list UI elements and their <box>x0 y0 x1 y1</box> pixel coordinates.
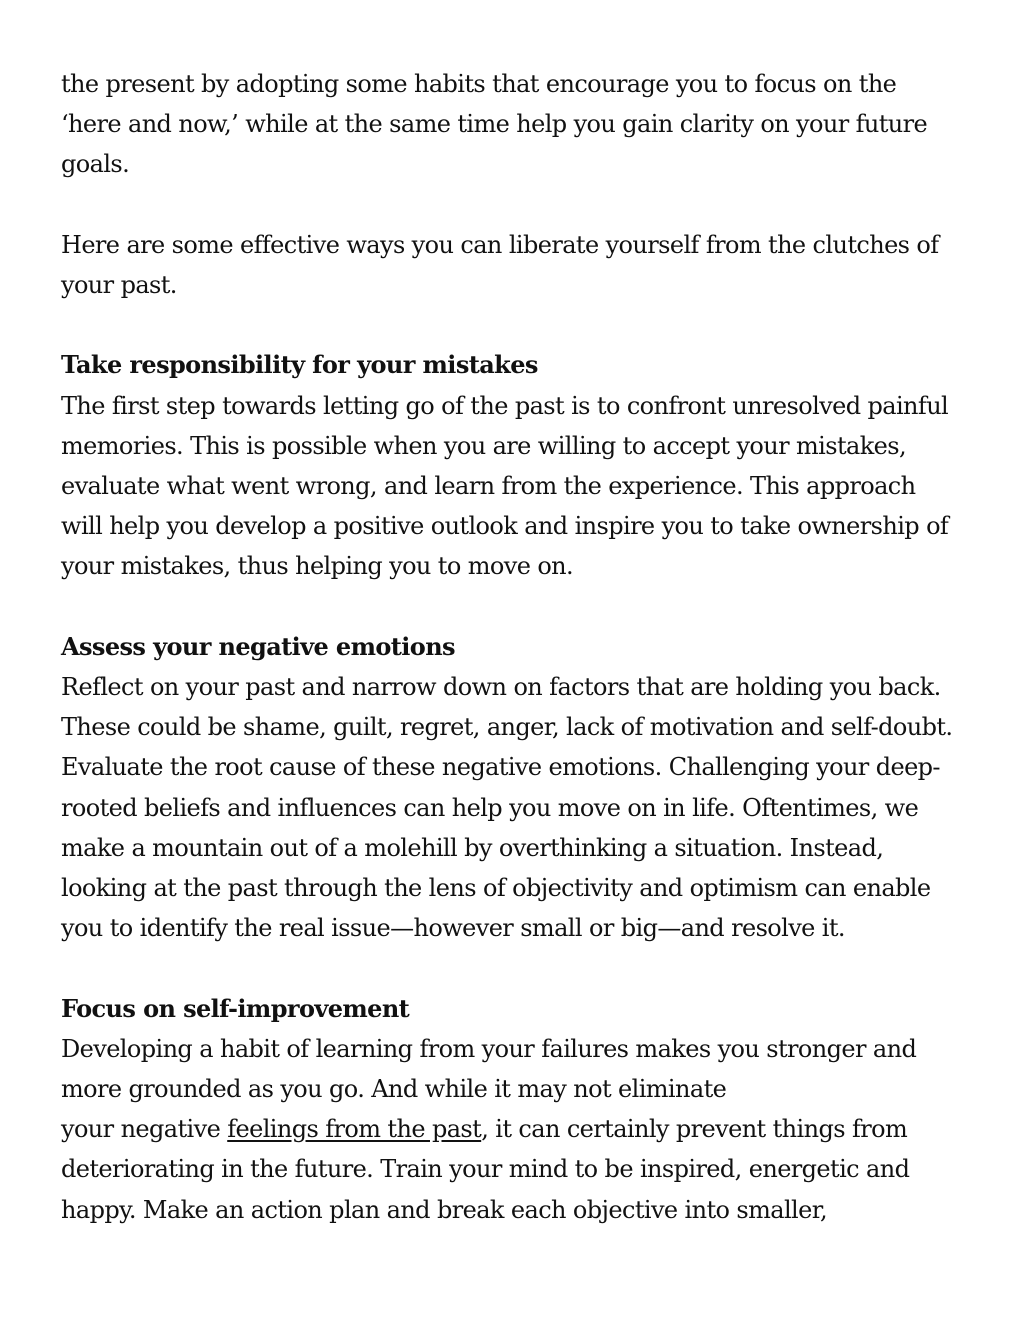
text-line: deteriorating in the future. Train your mind to be inspired, energetic and <box>61 1155 910 1184</box>
ways-intro-paragraph <box>61 225 981 305</box>
text-line: will help you develop a positive outlook and inspire you to take ownership of <box>61 512 949 541</box>
section-heading-responsibility: Take responsibility for your mistakes <box>61 350 538 380</box>
text-line: goals. <box>61 150 130 179</box>
text-line: you to identify the real issue—however small or big—and resolve it. <box>61 914 845 943</box>
paragraph-spacer <box>61 185 981 225</box>
section-heading-self-improvement: Focus on self-improvement <box>61 993 410 1023</box>
text-line: memories. This is possible when you are willing to accept your mistakes, <box>61 431 906 460</box>
text-line: your past. <box>61 271 177 299</box>
paragraph-spacer <box>61 948 981 988</box>
text-line: the present by adopting some habits that encourage you to focus on the <box>61 70 897 98</box>
link-line-suffix: , it can certainly prevent things from <box>481 1115 908 1144</box>
section-body-self-improvement <box>61 1029 981 1230</box>
text-line: The first step towards letting go of the past is to confront unresolved painful <box>61 391 949 420</box>
text-line: rooted beliefs and influences can help you move on in life. Oftentimes, we <box>61 793 919 822</box>
text-line: evaluate what went wrong, and learn from the experience. This approach <box>61 472 916 500</box>
link-line-prefix: your negative <box>61 1115 228 1144</box>
intro-paragraph <box>61 64 981 185</box>
text-line: These could be shame, guilt, regret, anger, lack of motivation and self-doubt. <box>61 713 953 742</box>
feelings-from-the-past-link[interactable]: feelings from the past <box>227 1115 482 1144</box>
section-body-responsibility <box>61 386 981 587</box>
text-line: Here are some effective ways you can liberate yourself from the clutches of <box>61 230 939 259</box>
text-line: looking at the past through the lens of objectivity and optimism can enable <box>61 874 931 903</box>
text-line: ‘here and now,’ while at the same time help you gain clarity on your future <box>61 110 928 139</box>
section-heading-negative-emotions: Assess your negative emotions <box>61 631 455 661</box>
text-line: make a mountain out of a molehill by overthinking a situation. Instead, <box>61 833 884 862</box>
paragraph-spacer <box>61 587 981 627</box>
text-line: happy. Make an action plan and break each objective into smaller, <box>61 1195 827 1224</box>
text-line: Evaluate the root cause of these negative emotions. Challenging your deep- <box>61 753 940 782</box>
text-line: Developing a habit of learning from your failures makes you stronger and <box>61 1034 917 1063</box>
paragraph-spacer <box>61 305 981 345</box>
text-line: more grounded as you go. And while it may not eliminate <box>61 1075 727 1104</box>
text-line: your mistakes, thus helping you to move on. <box>61 552 574 581</box>
article-body <box>61 64 981 1230</box>
text-line: Reflect on your past and narrow down on factors that are holding you back. <box>61 673 941 701</box>
text-line-with-link <box>61 1109 981 1149</box>
section-body-negative-emotions <box>61 667 981 948</box>
